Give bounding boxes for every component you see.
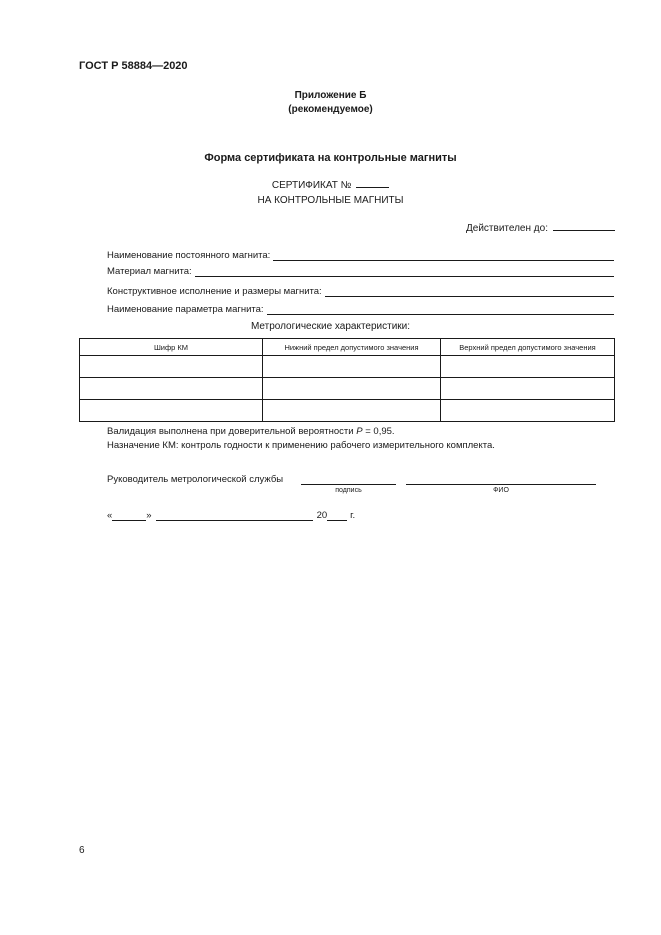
table-cell (263, 400, 441, 422)
appendix-title: Приложение Б (294, 90, 367, 101)
field-label: Материал магнита: (107, 266, 192, 277)
table-header-row (80, 339, 615, 356)
name-caption: ФИО (493, 487, 509, 494)
validation-variable: P (356, 426, 363, 437)
valid-until-blank (553, 220, 615, 231)
table-row (80, 356, 615, 378)
document-id: ГОСТ Р 58884—2020 (79, 60, 188, 72)
validation-suffix: = 0,95. (362, 426, 395, 437)
table-cell (441, 378, 615, 400)
valid-until-line (466, 220, 615, 234)
date-month-blank (156, 510, 313, 521)
table-cell (80, 378, 263, 400)
field-row-magnet-name (107, 250, 614, 261)
name-line (406, 484, 596, 485)
valid-until-label: Действителен до: (466, 223, 548, 234)
field-row-parameter (107, 304, 614, 315)
date-year-prefix: 20 (316, 510, 328, 521)
table-cell (263, 378, 441, 400)
metrology-table (79, 338, 615, 422)
field-blank-line (325, 286, 614, 297)
table-cell (441, 400, 615, 422)
form-title: Форма сертификата на контрольные магниты (204, 152, 457, 164)
field-blank-line (273, 250, 614, 261)
table-cell (263, 356, 441, 378)
validation-prefix: Валидация выполнена при доверительной вероятности (107, 426, 357, 437)
purpose-note: Назначение КМ: контроль годности к применению рабочего измерительного комплекта. (107, 440, 495, 451)
certificate-number-line (0, 177, 661, 191)
column-header-lower-limit: Нижний предел допустимого значения (263, 339, 441, 356)
table-cell (80, 400, 263, 422)
table-cell (80, 356, 263, 378)
field-row-material (107, 266, 614, 277)
date-line (107, 510, 355, 521)
signature-label: Руководитель метрологической службы (107, 474, 284, 485)
table-row (80, 378, 615, 400)
validation-note (107, 426, 395, 437)
page-number: 6 (79, 845, 85, 856)
table-row (80, 400, 615, 422)
field-label: Наименование параметра магнита: (107, 304, 264, 315)
field-blank-line (195, 266, 614, 277)
date-year-blank (327, 510, 347, 521)
certificate-number-blank (356, 177, 389, 188)
signature-line (301, 484, 396, 485)
date-close-quote: » (146, 510, 152, 521)
table-cell (441, 356, 615, 378)
field-label: Наименование постоянного магнита: (107, 250, 271, 261)
column-header-code: Шифр КМ (80, 339, 263, 356)
date-day-blank (112, 510, 146, 521)
certificate-number-label: СЕРТИФИКАТ № (271, 180, 352, 191)
signature-caption: подпись (335, 487, 362, 494)
field-row-design (107, 286, 614, 297)
field-blank-line (267, 304, 614, 315)
appendix-subtitle: (рекомендуемое) (288, 104, 373, 115)
date-year-suffix: г. (350, 510, 356, 521)
certificate-subtitle: НА КОНТРОЛЬНЫЕ МАГНИТЫ (257, 195, 404, 206)
metrology-caption: Метрологические характеристики: (250, 321, 411, 332)
field-label: Конструктивное исполнение и размеры магнита: (107, 286, 322, 297)
column-header-upper-limit: Верхний предел допустимого значения (441, 339, 615, 356)
date-open-quote: « (107, 510, 113, 521)
